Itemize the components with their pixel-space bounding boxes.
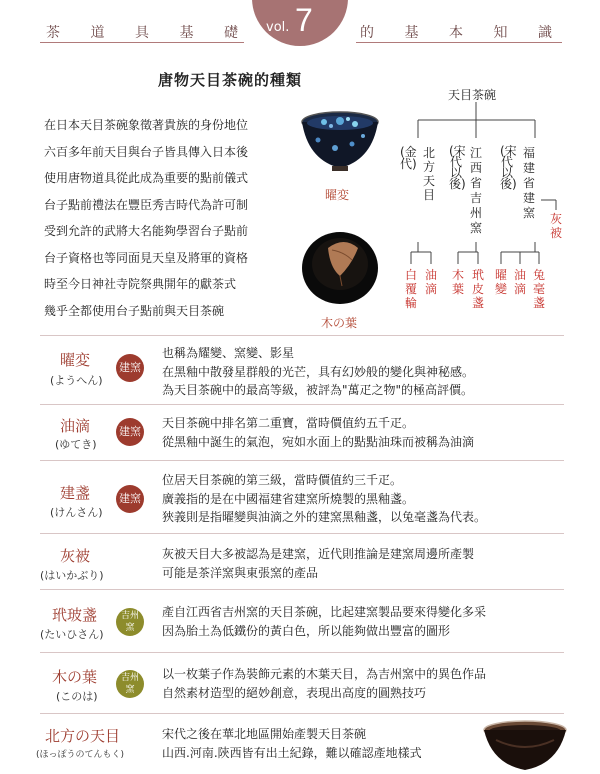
item-reading: (ようへん) [50, 374, 103, 387]
desc-line: 灰被天目大多被認為是建窯，近代則推論是建窯周邊所產製 [162, 547, 475, 561]
desc-line: 廣義指的是在中國福建省建窯所燒製的黑釉盞。 [162, 491, 415, 506]
konoha-label: 木の葉 [321, 316, 358, 330]
desc-line: 從黑釉中誕生的氣泡，宛如水面上的點點油珠而被稱為油滴 [162, 434, 475, 449]
desc-line: 山西.河南.陝西皆有出土紀錄，難以確認產地樣式 [162, 745, 422, 760]
row-divider [40, 713, 564, 714]
tree-leaf: 玳皮盞 [471, 268, 484, 310]
desc-line: 可能是茶洋窯與東張窯的產品 [162, 565, 319, 580]
desc-line: 狹義則是指曜變與油滴之外的建窯黑釉盞，以兔毫盞為代表。 [162, 510, 487, 524]
item-name: 曜変 [60, 351, 91, 369]
item-reading: (けんさん) [50, 506, 103, 519]
header-char: 識 [538, 25, 552, 41]
row-divider [40, 589, 564, 590]
item-description [162, 725, 422, 762]
row-divider [40, 335, 564, 336]
header-char: 具 [135, 25, 149, 41]
header-char: 本 [449, 25, 463, 41]
intro-line: 使用唐物道具從此成為重要的點前儀式 [44, 171, 249, 185]
tree-branch-era: (宋代以後) [500, 144, 517, 191]
row-divider [40, 652, 564, 653]
header-char: 的 [360, 25, 374, 41]
header-char: 知 [493, 25, 508, 41]
header-char: 基 [179, 25, 194, 41]
item-name: 灰被 [60, 547, 91, 565]
desc-line: 因為胎土為低鐵份的黃白色，所以能夠做出豐富的圖形 [162, 623, 451, 638]
volume-number: 7 [295, 2, 313, 38]
tree-branch-era: (金代) [400, 145, 417, 171]
page-title: 唐物天目茶碗的種類 [157, 71, 302, 89]
tree-leaf: 曜變 [494, 268, 507, 296]
item-name: 玳玻盞 [52, 606, 98, 624]
item-reading: (ほっぽうのてんもく) [36, 750, 125, 760]
row-divider [40, 460, 564, 461]
kiln-badge: 建窯 [116, 485, 144, 513]
tree-leaf: 油滴 [513, 268, 526, 296]
intro-line: 在日本天目茶碗象徵著貴族的身份地位 [44, 118, 249, 132]
kiln-badge: 建窯 [116, 354, 144, 382]
kiln-badge: 吉州窯 [116, 670, 144, 698]
desc-line: 天目茶碗中排名第二重寶，當時價值約五千疋。 [162, 416, 415, 430]
desc-line: 以一枚葉子作為裝飾元素的木葉天目，為吉州窯中的異色作品 [162, 667, 487, 681]
desc-line: 宋代之後在華北地區開始產製天目茶碗 [162, 727, 367, 741]
item-name: 油滴 [60, 417, 91, 435]
header-char: 道 [90, 25, 105, 41]
intro-line: 受到允許的武將大名能夠學習台子點前 [44, 224, 249, 238]
tree-branch-place: 福建省建窯 [522, 146, 535, 220]
intro-line: 台子資格也等同面見天皇及將軍的資格 [44, 250, 249, 265]
intro-line: 六百多年前天目與台子皆具傳入日本後 [44, 144, 249, 159]
item-reading: (はいかぶり) [40, 569, 104, 582]
item-description [162, 665, 486, 702]
tree-leaf: 油滴 [424, 268, 437, 296]
header-char: 基 [404, 25, 419, 41]
item-description [162, 414, 474, 451]
item-name: 北方の天目 [45, 727, 121, 745]
intro-line: 時至今日神社寺院祭典開年的獻茶式 [44, 277, 237, 291]
volume-label: vol. [266, 20, 290, 35]
tree-leaf: 木葉 [451, 268, 464, 296]
row-divider [40, 404, 564, 405]
item-name: 木の葉 [52, 668, 98, 686]
tree-branch-place: 北方天目 [422, 146, 435, 202]
kiln-badge: 建窯 [116, 418, 144, 446]
desc-line: 位居天目茶碗的第三級，當時價值約三千疋。 [162, 473, 403, 487]
header-char: 礎 [224, 25, 238, 41]
item-description [162, 344, 474, 400]
desc-line: 在黑釉中散發星群般的光芒，具有幻妙般的變化與神秘感。 [162, 364, 475, 379]
intro-line: 幾乎全都使用台子點前與天目茶碗 [44, 303, 225, 318]
intro-line: 台子點前禮法在豐臣秀吉時代為許可制 [44, 197, 249, 212]
item-reading: (ゆてき) [55, 438, 97, 451]
row-divider [40, 533, 564, 534]
kiln-badge: 吉州窯 [116, 608, 144, 636]
northern-tenmoku-bowl-image [482, 720, 568, 774]
tree-leaf: 兔毫盞 [532, 268, 545, 310]
tree-root-label: 天目茶碗 [448, 88, 497, 102]
desc-line: 為天目茶碗中的最高等級，被評為"萬疋之物"的極高評價。 [162, 383, 474, 397]
item-description [162, 471, 486, 527]
yohen-label: 曜変 [325, 188, 350, 202]
tree-leaf-hakaku: 灰被 [549, 212, 562, 240]
tree-branch-era: (宋代以後) [449, 144, 466, 191]
desc-line: 產自江西省吉州窯的天目茶碗，比起建窯製品要來得變化多采 [162, 605, 487, 619]
tree-leaf: 白覆輪 [404, 268, 417, 310]
item-description [162, 545, 474, 582]
item-reading: (このは) [56, 690, 98, 703]
item-name: 建盞 [60, 484, 91, 502]
item-description [162, 603, 486, 640]
desc-line: 自然素材造型的絕妙創意，表現出高度的圓熟技巧 [162, 685, 427, 700]
desc-line: 也稱為耀變、窯變、影星 [162, 346, 295, 360]
item-reading: (たいひさん) [40, 628, 104, 641]
tree-branch-place: 江西省吉州窯 [469, 146, 482, 235]
header-char: 茶 [46, 25, 60, 41]
